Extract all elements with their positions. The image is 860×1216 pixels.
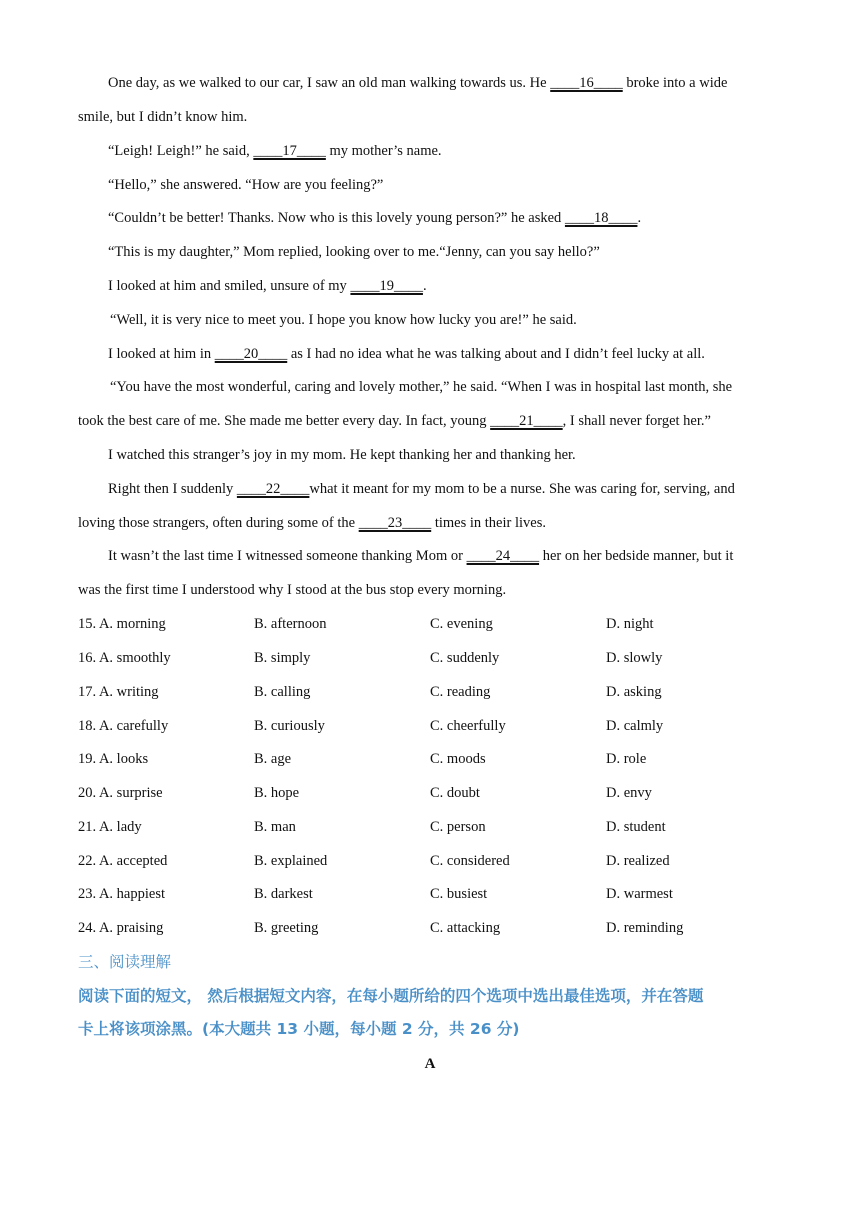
passage-line xyxy=(108,344,808,364)
option-d[interactable]: D. asking xyxy=(606,684,662,700)
text-span: I looked at him and smiled, unsure of my xyxy=(108,278,351,294)
text-span: I looked at him in xyxy=(108,346,215,362)
blank-19: ____19____ xyxy=(350,278,423,294)
passage-line xyxy=(78,411,778,431)
text-span: It wasn’t the last time I witnessed someone thanking Mom or xyxy=(108,548,467,564)
option-d[interactable]: D. night xyxy=(606,616,654,632)
option-c[interactable]: C. doubt xyxy=(430,785,480,801)
passage-line: “Well, it is very nice to meet you. I hope you know how lucky you are!” he said. xyxy=(110,312,577,328)
option-row-23 xyxy=(78,884,778,904)
option-a[interactable]: 22. A. accepted xyxy=(78,853,168,869)
text-span: times in their lives. xyxy=(431,515,546,531)
text-span: loving those strangers, often during some of the xyxy=(78,515,359,531)
blank-20: ____20____ xyxy=(214,346,288,362)
option-d[interactable]: D. envy xyxy=(606,785,652,801)
passage-line: smile, but I didn’t know him. xyxy=(78,109,248,125)
text-span: , I shall never forget her.” xyxy=(562,413,711,429)
option-c[interactable]: C. suddenly xyxy=(430,650,500,666)
option-d[interactable]: D. calmly xyxy=(606,718,664,734)
option-c[interactable]: C. evening xyxy=(430,616,493,632)
option-a[interactable]: 15. A. morning xyxy=(78,616,166,632)
option-d[interactable]: D. reminding xyxy=(606,920,684,936)
passage-line: “This is my daughter,” Mom replied, looking over to me.“Jenny, can you say hello?” xyxy=(108,244,600,260)
passage-line xyxy=(108,73,808,93)
blank-22: ____22____ xyxy=(236,481,310,497)
option-row-20 xyxy=(78,783,778,803)
option-row-15 xyxy=(78,614,778,634)
option-c[interactable]: C. considered xyxy=(430,853,510,869)
blank-16: ____16____ xyxy=(550,75,623,91)
text-span: “Leigh! Leigh!” he said, xyxy=(108,143,254,159)
option-a[interactable]: 20. A. surprise xyxy=(78,785,163,801)
option-b[interactable]: B. curiously xyxy=(254,718,325,734)
option-row-16 xyxy=(78,648,778,668)
passage-line xyxy=(108,546,808,566)
text-span: her on her bedside manner, but it xyxy=(539,548,734,564)
text-span: took the best care of me. She made me better every day. In fact, young xyxy=(78,413,491,429)
passage-line xyxy=(78,513,778,533)
option-row-21 xyxy=(78,817,778,837)
blank-17: ____17____ xyxy=(253,143,326,159)
text-span: Right then I suddenly xyxy=(108,481,237,497)
option-d[interactable]: D. student xyxy=(606,819,666,835)
text-span: One day, as we walked to our car, I saw an old man walking towards us. He xyxy=(108,75,551,91)
option-d[interactable]: D. slowly xyxy=(606,650,663,666)
option-c[interactable]: C. reading xyxy=(430,684,491,700)
option-a[interactable]: 18. A. carefully xyxy=(78,718,169,734)
option-b[interactable]: B. age xyxy=(254,751,292,767)
option-c[interactable]: C. cheerfully xyxy=(430,718,506,734)
section-title: 三、阅读理解 xyxy=(78,953,172,971)
passage-line xyxy=(108,479,808,499)
option-b[interactable]: B. explained xyxy=(254,853,328,869)
option-b[interactable]: B. simply xyxy=(254,650,311,666)
part-label: A xyxy=(424,1056,436,1072)
text-span: . xyxy=(422,278,427,294)
option-c[interactable]: C. person xyxy=(430,819,486,835)
passage-line xyxy=(108,141,808,161)
option-b[interactable]: B. hope xyxy=(254,785,300,801)
text-span: “Couldn’t be better! Thanks. Now who is this lovely young person?” he asked xyxy=(108,210,565,226)
option-a[interactable]: 24. A. praising xyxy=(78,920,164,936)
text-span: as I had no idea what he was talking about and I didn’t feel lucky at all. xyxy=(287,346,705,362)
text-span: my mother’s name. xyxy=(325,143,442,159)
option-b[interactable]: B. greeting xyxy=(254,920,319,936)
option-b[interactable]: B. afternoon xyxy=(254,616,327,632)
option-d[interactable]: D. realized xyxy=(606,853,670,869)
option-c[interactable]: C. busiest xyxy=(430,886,488,902)
section-instruction: 卡上将该项涂黑。(本大题共 13 小题，每小题 2 分，共 26 分) xyxy=(78,1020,520,1038)
option-a[interactable]: 23. A. happiest xyxy=(78,886,165,902)
option-row-17 xyxy=(78,682,778,702)
option-d[interactable]: D. role xyxy=(606,751,647,767)
option-c[interactable]: C. attacking xyxy=(430,920,501,936)
option-a[interactable]: 17. A. writing xyxy=(78,684,159,700)
passage-line: “Hello,” she answered. “How are you feeling?” xyxy=(108,177,384,193)
option-row-18 xyxy=(78,716,778,736)
blank-21: ____21____ xyxy=(490,413,563,429)
text-span: what it meant for my mom to be a nurse. She was caring for, serving, and xyxy=(309,481,735,497)
option-b[interactable]: B. calling xyxy=(254,684,311,700)
passage-line: I watched this stranger’s joy in my mom. He kept thanking her and thanking her. xyxy=(108,447,576,463)
option-a[interactable]: 19. A. looks xyxy=(78,751,149,767)
passage-line xyxy=(108,208,808,228)
option-a[interactable]: 21. A. lady xyxy=(78,819,142,835)
option-c[interactable]: C. moods xyxy=(430,751,486,767)
passage-line: was the first time I understood why I stood at the bus stop every morning. xyxy=(78,582,507,598)
section-instruction: 阅读下面的短文， 然后根据短文内容，在每小题所给的四个选项中选出最佳选项，并在答题 xyxy=(78,987,704,1005)
text-span: broke into a wide xyxy=(622,75,728,91)
passage-line xyxy=(108,276,808,296)
option-b[interactable]: B. man xyxy=(254,819,296,835)
option-d[interactable]: D. warmest xyxy=(606,886,673,902)
option-row-24 xyxy=(78,918,778,938)
option-a[interactable]: 16. A. smoothly xyxy=(78,650,171,666)
passage-line: “You have the most wonderful, caring and lovely mother,” he said. “When I was in hospital last month, she xyxy=(110,379,733,395)
blank-18: ____18____ xyxy=(564,210,638,226)
blank-23: ____23____ xyxy=(358,515,432,531)
text-span: . xyxy=(637,210,642,226)
blank-24: ____24____ xyxy=(466,548,540,564)
option-row-19 xyxy=(78,749,778,769)
option-row-22 xyxy=(78,851,778,871)
option-b[interactable]: B. darkest xyxy=(254,886,313,902)
